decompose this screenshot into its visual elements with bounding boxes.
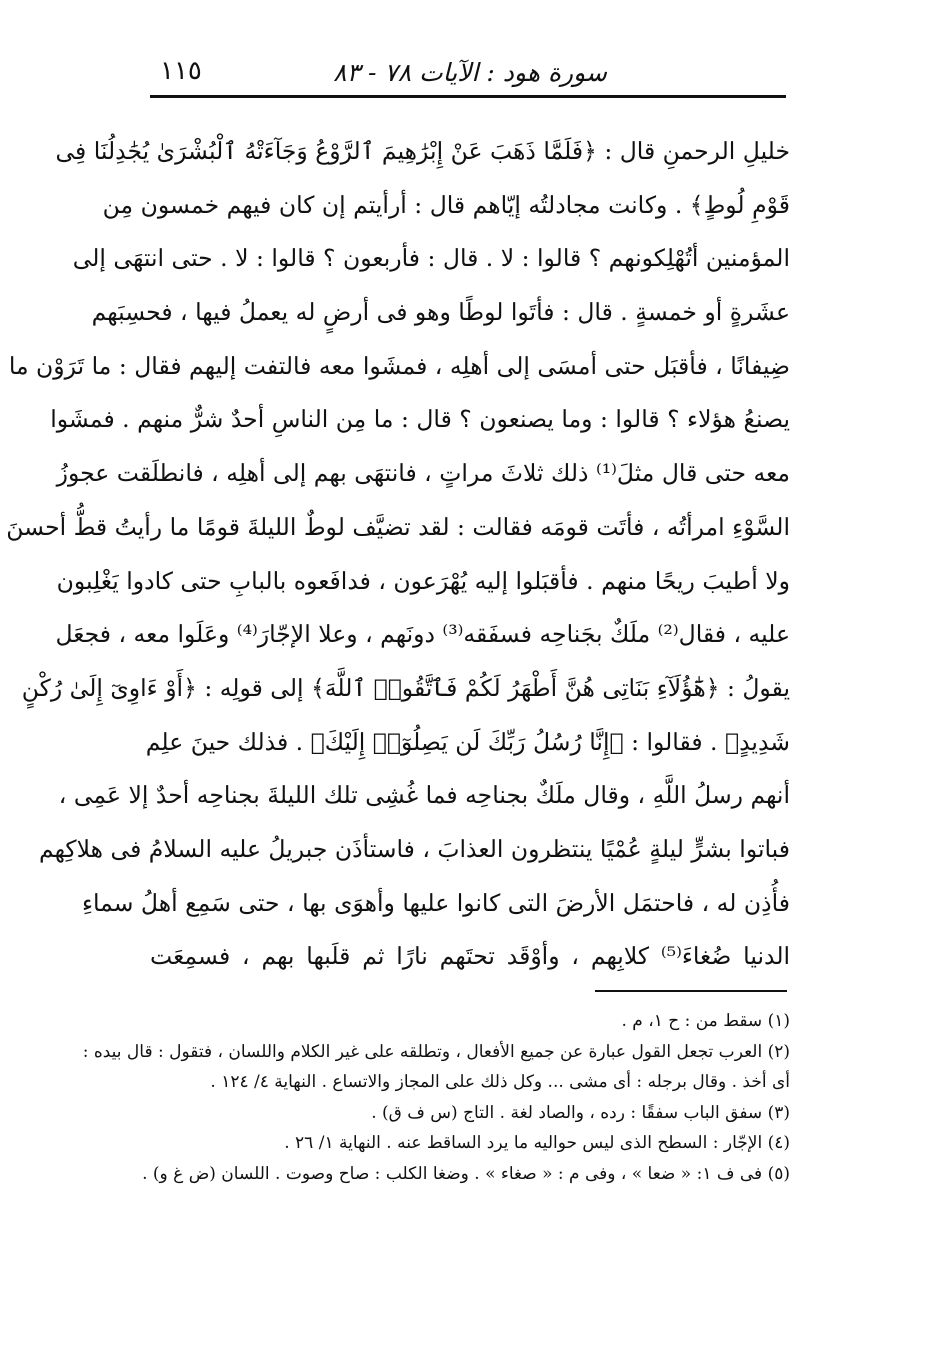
footnote-continuation: أى أخذ . وقال برجله : أى مشى ... وكل ذلك على المجاز والاتساع . النهاية ٤/ ١٢٤ . xyxy=(210,1072,790,1092)
footnote: (٢) العرب تجعل القول عبارة عن جميع الأفعال ، وتطلقه على غير الكلام واللسان ، فتقول : قال بيده : xyxy=(82,1041,790,1062)
page-header xyxy=(150,52,787,92)
text-line: الدنيا ضُغاءَ⁽⁵⁾ كلابِهم ، وأوْقَد تحتَهم نارًا ثم قلَبها بهم ، فسمِعَت xyxy=(150,942,791,971)
text-line: فباتوا بشرٍّ ليلةٍ عُمْيًا ينتظرون العذابَ ، فاستأذَن جبريلُ عليه السلامُ فى هلاكِهم xyxy=(38,834,790,863)
main-text xyxy=(6,125,791,985)
text-line: أنهم رسلُ اللَّهِ ، وقال ملَكٌ بجناحِه فما غُشِى تلك الليلةَ بجناحِه أحدٌ إلا عَمِى ، xyxy=(58,781,790,810)
text-line: عشَرةٍ أو خمسةٍ . قال : فأتَوا لوطًا وهو فى أرضٍ له يعملُ فيها ، فحسِبَهم xyxy=(91,298,790,327)
page-number: ١١٥ xyxy=(160,56,202,86)
text-line: السَّوْءِ امرأتُه ، فأتَت قومَه فقالت : لقد تضيَّف لوطٌ الليلةَ قومًا ما رأيتُ قطُّ أحسنَ xyxy=(6,512,790,541)
text-line: عليه ، فقال⁽²⁾ ملَكٌ بجَناحِه فسفَقه⁽³⁾ دونَهم ، وعلا الإجّارَ⁽⁴⁾ وعَلَوا معه ، فجعَل xyxy=(55,620,790,649)
text-line: قَوْمِ لُوطٍ﴾ . وكانت مجادلتُه إيّاهم قال : أرأيتم إن كان فيهم خمسون مِن xyxy=(102,190,790,219)
header-rule xyxy=(150,95,786,98)
footnote: (١) سقط من : ح ١، م . xyxy=(621,1011,790,1031)
text-line: ولا أطيبَ ريحًا منهم . فأقبَلوا إليه يُهْرَعون ، فدافَعوه بالبابِ حتى كادوا يَغْلِبون xyxy=(56,566,790,595)
footnote: (٥) فى ف ١: « ضعا » ، وفى م : « صغاء » . وضغا الكلب : صاح وصوت . اللسان (ض غ و) . xyxy=(142,1163,790,1184)
text-line: معه حتى قال مثلَ⁽¹⁾ ذلك ثلاثَ مراتٍ ، فانتهَى بهم إلى أهلِه ، فانطلَقت عجوزُ xyxy=(56,459,790,488)
footnote: (٤) الإجّار : السطح الذى ليس حواليه ما يرد الساقط عنه . النهاية ١/ ٢٦ . xyxy=(284,1133,790,1153)
text-line: يصنعُ هؤلاء ؟ قالوا : وما يصنعون ؟ قال : ما مِن الناسِ أحدٌ شرٌّ منهم . فمشَوا xyxy=(50,405,790,434)
running-title: سورة هود : الآيات ٧٨ - ٨٣ xyxy=(333,58,607,87)
footnotes xyxy=(82,1006,790,1189)
footnote-separator xyxy=(595,990,787,992)
text-line: شَدِيدٍ﴾ . فقالوا : ﴿إِنَّا رُسُلُ رَبِّكَ لَن يَصِلُوٓا۟ إِلَيْكَ﴾ . فذلك حينَ علِم xyxy=(145,727,790,756)
text-line: المؤمنين أتُهْلِكونهم ؟ قالوا : لا . قال : فأربعون ؟ قالوا : لا . حتى انتهَى إلى xyxy=(72,244,790,273)
text-line: ضِيفانًا ، فأقبَل حتى أمسَى إلى أهلِه ، فمشَوا معه فالتفت إليهم فقال : ما تَرَوْن ما xyxy=(8,351,790,380)
text-line: خليلِ الرحمنِ قال : ﴿فَلَمَّا ذَهَبَ عَنْ إِبْرَٰهِيمَ ٱلرَّوْعُ وَجَآءَتْهُ ٱلْبُشْرَىٰ يُجَٰدِلُنَا فِى xyxy=(55,137,790,165)
text-line: فأُذِن له ، فاحتمَل الأرضَ التى كانوا عليها وأهوَى بها ، حتى سَمِع أهلُ سماءِ xyxy=(81,888,790,917)
text-line: يقولُ : ﴿هَٰٓؤُلَآءِ بَنَاتِى هُنَّ أَطْهَرُ لَكُمْ فَٱتَّقُوا۟ ٱللَّهَ﴾ إلى قولِه : ﴿أَوْ ءَاوِىٓ إِلَىٰ رُكْنٍ xyxy=(21,673,790,702)
footnote: (٣) سفق الباب سفقًا : رده ، والصاد لغة . التاج (س ف ق) . xyxy=(371,1102,790,1123)
